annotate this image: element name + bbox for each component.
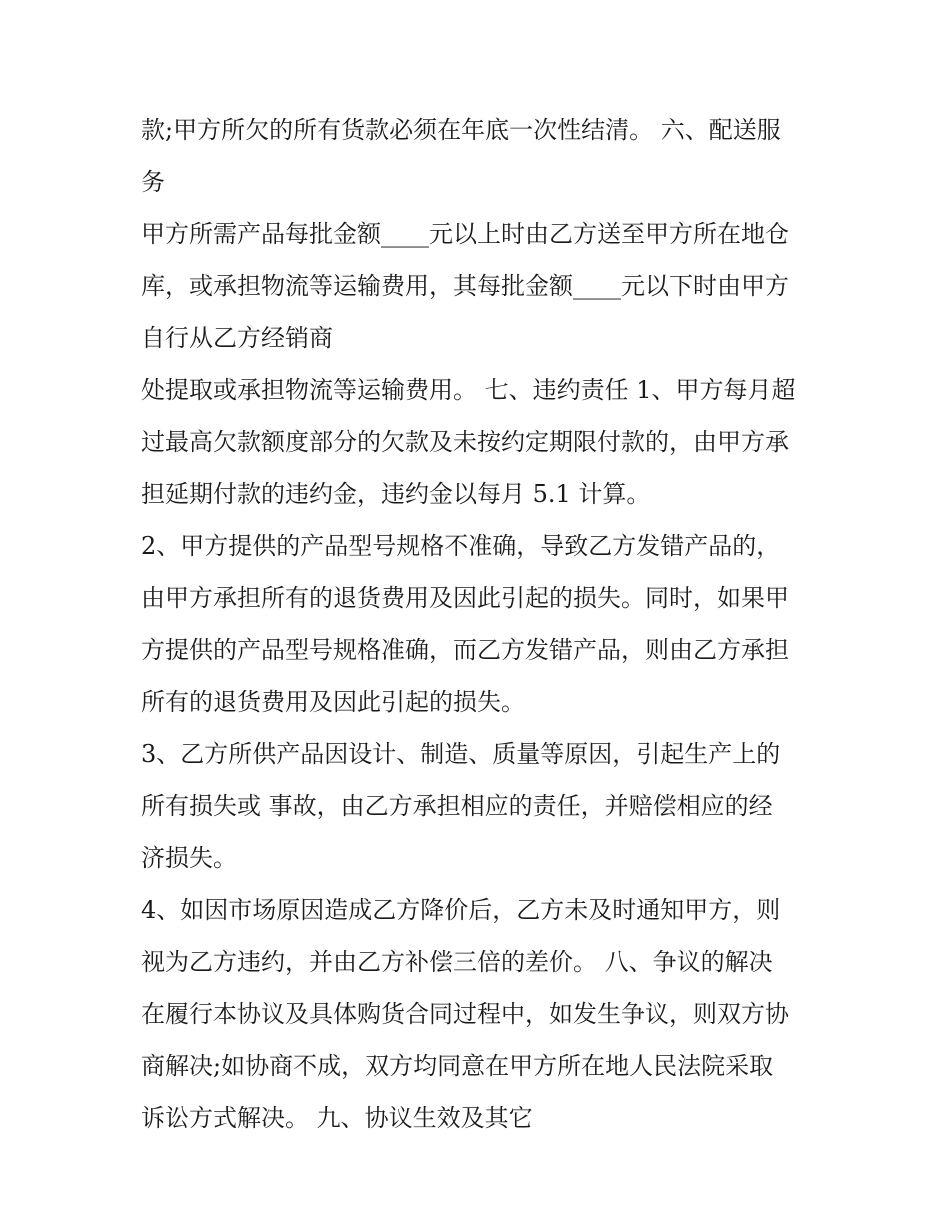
text-line: 方提供的产品型号规格准确，而乙方发错产品，则由乙方承担 — [141, 636, 789, 664]
text-line: 自行从乙方经销商 — [141, 324, 333, 352]
text-line: 由甲方承担所有的退货费用及因此引起的损失。同时，如果甲 — [141, 584, 789, 612]
text-line: 4、如因市场原因造成乙方降价后，乙方未及时通知甲方，则 — [141, 896, 781, 924]
text-line: 在履行本协议及具体购货合同过程中，如发生争议，则双方协 — [141, 1000, 789, 1028]
text-line: 所有的退货费用及因此引起的损失。 — [141, 688, 525, 716]
contract-text — [141, 104, 813, 1144]
text-line: 济损失。 — [141, 844, 237, 872]
text-line: 过最高欠款额度部分的欠款及未按约定期限付款的，由甲方承 — [141, 428, 789, 456]
text-line: 库，或承担物流等运输费用，其每批金额____元以下时由甲方 — [141, 272, 789, 300]
text-line: 甲方所需产品每批金额____元以上时由乙方送至甲方所在地仓 — [141, 220, 789, 248]
text-line: 视为乙方违约，并由乙方补偿三倍的差价。 八、争议的解决 — [141, 948, 773, 976]
text-line: 诉讼方式解决。 九、协议生效及其它 — [141, 1104, 533, 1132]
text-line: 处提取或承担物流等运输费用。 七、违约责任 1、甲方每月超 — [141, 376, 796, 404]
text-line: 款;甲方所欠的所有货款必须在年底一次性结清。 六、配送服 — [141, 116, 781, 144]
text-line: 担延期付款的违约金，违约金以每月 5.1 计算。 — [141, 480, 651, 508]
text-line: 商解决;如协商不成，双方均同意在甲方所在地人民法院采取 — [141, 1052, 774, 1080]
text-line: 务 — [141, 168, 165, 196]
text-line: 3、乙方所供产品因设计、制造、质量等原因，引起生产上的 — [141, 740, 781, 768]
text-line: 所有损失或 事故，由乙方承担相应的责任，并赔偿相应的经 — [141, 792, 773, 820]
text-line: 2、甲方提供的产品型号规格不准确，导致乙方发错产品的， — [141, 532, 781, 560]
